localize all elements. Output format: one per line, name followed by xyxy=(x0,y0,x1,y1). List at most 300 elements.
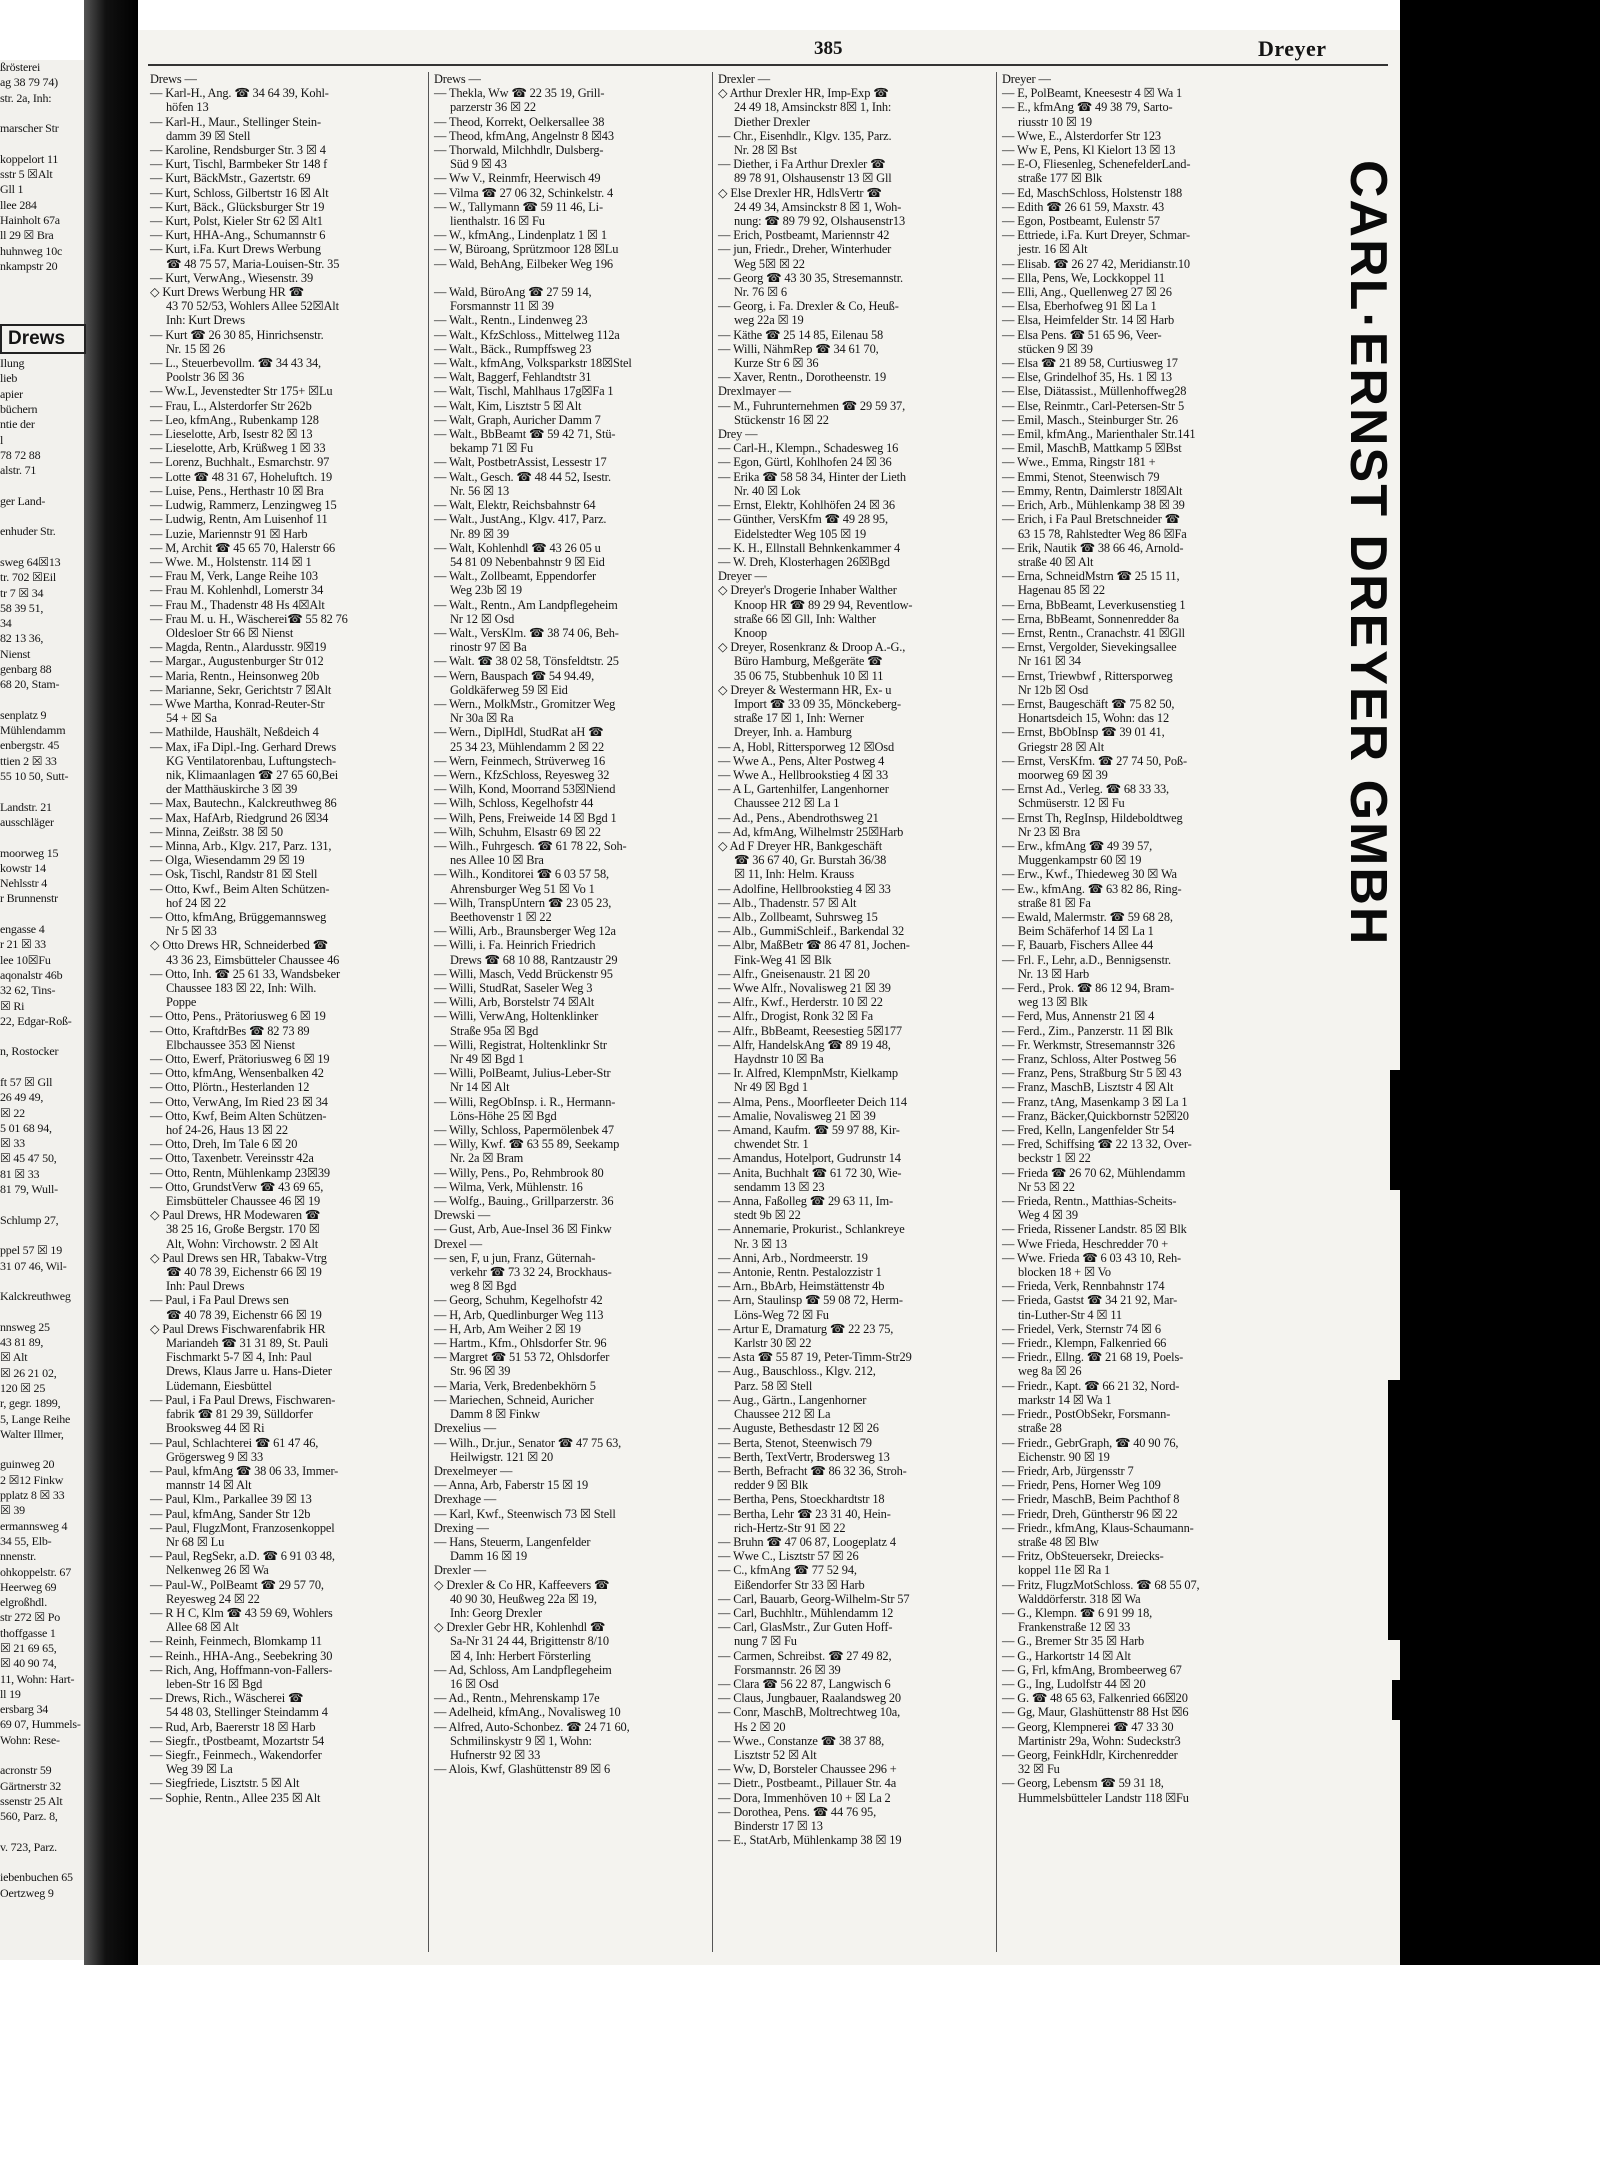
previous-page-line: ag 38 79 74) xyxy=(0,75,58,90)
directory-entry-line: Löns-Weg 72 ☒ Fu xyxy=(734,1307,829,1322)
directory-entry-line: Dreyer — xyxy=(1002,72,1051,86)
previous-page-fragment xyxy=(0,60,84,1960)
directory-entry-line: — G., Klempn. ☎ 6 91 99 18, xyxy=(1002,1605,1153,1620)
directory-entry-line: — Walt., VersKlm. ☎ 38 74 06, Beh- xyxy=(434,625,619,640)
directory-entry-line: ◇ Drexler Gebr HR, Kohlenhdl ☎ xyxy=(434,1620,606,1635)
directory-entry-line: — Bertha, Lehr ☎ 23 31 40, Hein- xyxy=(718,1506,891,1521)
directory-entry-line: — Friedr., Klempn, Falkenried 66 xyxy=(1002,1336,1167,1351)
directory-entry-line: — Alfr., Kwf., Herderstr. 10 ☒ 22 xyxy=(718,995,883,1010)
directory-entry-line: ☎ 40 78 39, Eichenstr 66 ☒ 19 xyxy=(166,1307,322,1322)
directory-entry-line: — Ad, Schloss, Am Landpflegeheim xyxy=(434,1662,612,1677)
directory-entry-line: — Ernst, Baugeschäft ☎ 75 82 50, xyxy=(1002,696,1175,711)
directory-entry-line: — Walt., Zollbeamt, Eppendorfer xyxy=(434,569,597,584)
previous-page-line xyxy=(0,509,84,524)
directory-column-3 xyxy=(718,72,990,1952)
directory-entry-line: — Max, iFa Dipl.-Ing. Gerhard Drews xyxy=(150,739,337,754)
directory-entry-line: — Ewald, Malermstr. ☎ 59 68 28, xyxy=(1002,909,1173,924)
directory-entry-line: Nr 14 ☒ Alt xyxy=(450,1080,510,1095)
directory-entry-line: — Frau M, Verk, Lange Reihe 103 xyxy=(150,569,318,584)
directory-entry-line: — Thorwald, Milchhdlr, Dulsberg- xyxy=(434,143,604,158)
previous-page-line xyxy=(0,784,84,799)
directory-entry-line: — Frau, L., Alsterdorfer Str 262b xyxy=(150,398,312,413)
directory-entry-line: Nr. 3 ☒ 13 xyxy=(734,1236,787,1251)
directory-entry-line: — Alfr., Drogist, Ronk 32 ☒ Fa xyxy=(718,1009,873,1024)
column-divider xyxy=(428,72,429,1952)
directory-entry-line: — Wern., MolkMstr., Gromitzer Weg xyxy=(434,696,616,711)
previous-page-line: n, Rostocker xyxy=(0,1044,59,1059)
directory-entry-line: Martinistr 29a, Wohn: Sudeckstr3 xyxy=(1018,1733,1181,1748)
directory-entry-line: — Adolfine, Hellbrookstieg 4 ☒ 33 xyxy=(718,881,891,896)
previous-page-line xyxy=(0,693,84,708)
directory-entry-line: — Antonie, Rentn. Pestalozzistr 1 xyxy=(718,1265,882,1280)
directory-entry-line: — Karl-H., Ang. ☎ 34 64 39, Kohl- xyxy=(150,86,329,101)
directory-entry-line: Inh: Georg Drexler xyxy=(450,1605,543,1620)
directory-entry-line: chwendet Str. 1 xyxy=(734,1137,809,1152)
directory-entry-line: — Wilh, TranspUntern ☎ 23 05 23, xyxy=(434,895,612,910)
directory-entry-line: Lüdemann, Eiesbüttel xyxy=(166,1378,272,1393)
directory-entry-line: — Walt., kfmAng, Volksparkstr 18☒Stel xyxy=(434,356,632,371)
directory-entry-line: 54 + ☒ Sa xyxy=(166,711,217,726)
directory-entry-line: Brooksweg 44 ☒ Ri xyxy=(166,1421,265,1436)
directory-entry-line: höfen 13 xyxy=(166,100,209,115)
directory-entry-line: — Friedr, Pens, Horner Weg 109 xyxy=(1002,1478,1161,1493)
previous-page-line: thoffgasse 1 xyxy=(0,1625,56,1640)
previous-page-line xyxy=(0,1442,84,1457)
directory-entry-line: — Thekla, Ww ☎ 22 35 19, Grill- xyxy=(434,86,605,101)
directory-entry-line: — L., Steuerbevollm. ☎ 34 43 34, xyxy=(150,356,322,371)
directory-entry-line: — M., Fuhrunternehmen ☎ 29 59 37, xyxy=(718,398,906,413)
directory-entry-line: Chaussee 183 ☒ 22, Inh: Wilh. xyxy=(166,981,317,995)
directory-entry-line: Beethovenstr 1 ☒ 22 xyxy=(450,909,552,924)
previous-page-line: 81 ☒ 33 xyxy=(0,1166,40,1181)
directory-entry-line: — Wern., DiplHdl, StudRat aH ☎ xyxy=(434,725,604,740)
directory-entry-line: — Willi, RegObInsp. i. R., Hermann- xyxy=(434,1094,616,1109)
directory-entry-line: ◇ Kurt Drews Werbung HR ☎ xyxy=(150,285,304,300)
directory-entry-line: — Ernst Th, RegInsp, Hildeboldtweg xyxy=(1002,810,1183,825)
directory-entry-line: — Alb., Zollbeamt, Suhrsweg 15 xyxy=(718,909,878,924)
previous-page-line: 11, Wohn: Hart- xyxy=(0,1671,75,1686)
column-divider xyxy=(712,72,713,1952)
directory-entry-line: ◇ Arthur Drexler HR, Imp-Exp ☎ xyxy=(718,86,889,101)
scan-margin-bottom xyxy=(0,1965,1600,2177)
directory-entry-line: koppel 11e ☒ Ra 1 xyxy=(1018,1563,1111,1578)
directory-entry-line: — Wwe C., Lisztstr 57 ☒ 26 xyxy=(718,1549,859,1564)
directory-entry-line: — E, PolBeamt, Kneesestr 4 ☒ Wa 1 xyxy=(1002,86,1183,101)
directory-entry-line: leben-Str 16 ☒ Bgd xyxy=(166,1676,263,1691)
directory-entry-line: Drews, Klaus Jarre u. Hans-Dieter xyxy=(166,1364,332,1379)
previous-page-line: ☒ 26 21 02, xyxy=(0,1365,57,1380)
directory-entry-line: 35 06 75, Stubbenhuk 10 ☒ 11 xyxy=(734,668,884,683)
directory-entry-line: — Maria, Verk, Bredenbekhörn 5 xyxy=(434,1378,596,1393)
directory-entry-line: — Emmy, Rentn, Daimlerstr 18☒Alt xyxy=(1002,483,1183,498)
directory-entry-line: — Ew., kfmAng. ☎ 63 82 86, Ring- xyxy=(1002,881,1182,896)
previous-page-line: 82 13 36, xyxy=(0,631,44,646)
directory-entry-line: — Willi, StudRat, Saseler Weg 3 xyxy=(434,981,593,995)
directory-entry-line: — E., StatArb, Mühlenkamp 38 ☒ 19 xyxy=(718,1833,902,1848)
previous-page-line: engasse 4 xyxy=(0,922,45,937)
directory-entry-line: — Annemarie, Prokurist., Schlankreye xyxy=(718,1222,905,1237)
directory-entry-line: Drews — xyxy=(434,72,481,86)
directory-entry-line: — Aug., Gärtn., Langenhorner xyxy=(718,1392,867,1407)
directory-entry-line: straße 28 xyxy=(1018,1421,1062,1436)
scan-edge xyxy=(1400,0,1600,2177)
directory-entry-line: — Xaver, Rentn., Dorotheenstr. 19 xyxy=(718,370,886,385)
scan-edge-mark xyxy=(1388,1380,1432,1640)
directory-entry-line: Hagenau 85 ☒ 22 xyxy=(1018,583,1105,598)
directory-entry-line: — Franz, Pens, Straßburg Str 5 ☒ 43 xyxy=(1002,1066,1182,1081)
directory-entry-line: Oldesloer Str 66 ☒ Nienst xyxy=(166,625,294,640)
directory-entry-line: Beim Schäferhof 14 ☒ La 1 xyxy=(1018,924,1154,939)
previous-page-line: Nehlsstr 4 xyxy=(0,876,47,891)
directory-entry-line: — Gg, Maur, Glashüttenstr 88 Hst ☒6 xyxy=(1002,1705,1189,1720)
directory-entry-line: — Wern, Bauspach ☎ 54 94.49, xyxy=(434,668,595,683)
directory-entry-line: 40 90 30, Heußweg 22a ☒ 19, xyxy=(450,1591,597,1606)
directory-entry-line: — Paul, i Fa Paul Drews, Fischwaren- xyxy=(150,1392,336,1407)
directory-entry-line: — Theod, kfmAng, Angelnstr 8 ☒43 xyxy=(434,128,614,143)
directory-entry-line: Drexelius — xyxy=(434,1421,497,1436)
previous-page-line: ppel 57 ☒ 19 xyxy=(0,1243,63,1258)
directory-entry-line: — Otto, Kwf, Beim Alten Schützen- xyxy=(150,1108,327,1123)
directory-entry-line: Eichenstr. 90 ☒ 19 xyxy=(1018,1449,1110,1464)
directory-entry-line: — Walt, Elektr, Reichsbahnstr 64 xyxy=(434,498,596,513)
directory-entry-line: — M, Archit ☎ 45 65 70, Halerstr 66 xyxy=(150,540,336,555)
directory-entry-line: — Frieda, Rentn., Matthias-Scheits- xyxy=(1002,1194,1177,1209)
previous-page-line: ☒ 21 69 65, xyxy=(0,1640,57,1655)
directory-entry-line: — Amandus, Hotelport, Gudrunstr 14 xyxy=(718,1151,901,1166)
directory-entry-line: bekamp 71 ☒ Fu xyxy=(450,441,534,456)
directory-entry-line: 32 ☒ Fu xyxy=(1018,1762,1060,1777)
directory-entry-line: — Friedr, Dreh, Güntherstr 96 ☒ 22 xyxy=(1002,1506,1178,1521)
previous-page-line: tr. 702 ☒Eil xyxy=(0,570,57,585)
directory-entry-line: straße 40 ☒ Alt xyxy=(1018,554,1094,569)
directory-entry-line: — Walt., Gesch. ☎ 48 44 52, Isestr. xyxy=(434,469,611,484)
directory-entry-line: — Lieselotte, Arb, Krüßweg 1 ☒ 33 xyxy=(150,441,326,456)
previous-page-line: llee 284 xyxy=(0,197,37,212)
directory-entry-line: Fink-Weg 41 ☒ Blk xyxy=(734,952,832,967)
previous-page-line: enhuder Str. xyxy=(0,524,56,539)
directory-entry-line: — Drews, Rich., Wäscherei ☎ xyxy=(150,1691,304,1706)
directory-entry-line: stedt 9b ☒ 22 xyxy=(734,1208,801,1223)
directory-entry-line: — Rud, Arb, Baererstr 18 ☒ Harb xyxy=(150,1719,316,1734)
directory-entry-line: — Wilh, Schloss, Kegelhofstr 44 xyxy=(434,796,594,811)
directory-entry-line: — Erich, Postbeamt, Mariennstr 42 xyxy=(718,228,890,243)
directory-entry-line: — Franz, tAng, Masenkamp 3 ☒ La 1 xyxy=(1002,1094,1188,1109)
directory-entry-line: — Alb., GummiSchleif., Barkendal 32 xyxy=(718,924,905,939)
column-divider xyxy=(996,72,997,1952)
directory-entry-line: — Kurt, Bäck., Glücksburger Str 19 xyxy=(150,199,325,214)
directory-entry-line: — Frieda, Verk, Rennbahnstr 174 xyxy=(1002,1279,1165,1294)
directory-entry-line: — Paul, kfmAng, Sander Str 12b xyxy=(150,1506,311,1521)
directory-entry-line: — Otto, GrundstVerw ☎ 43 69 65, xyxy=(150,1179,324,1194)
directory-entry-line: — Olga, Wiesendamm 29 ☒ 19 xyxy=(150,853,305,868)
directory-entry-line: — Maria, Rentn., Heinsonweg 20b xyxy=(150,668,320,683)
previous-page-line: ßrösterei xyxy=(0,60,41,74)
directory-entry-line: weg 13 ☒ Blk xyxy=(1018,995,1088,1010)
directory-entry-line: 54 48 03, Stellinger Steindamm 4 xyxy=(166,1705,328,1720)
previous-page-line xyxy=(0,106,84,121)
directory-entry-line: — W. Dreh, Klosterhagen 26☒Bgd xyxy=(718,554,890,569)
previous-page-line xyxy=(0,1197,84,1212)
previous-page-line xyxy=(0,1748,84,1763)
directory-entry-line: Nr 12 ☒ Osd xyxy=(450,611,515,626)
directory-entry-line: — Otto, Kwf., Beim Alten Schützen- xyxy=(150,881,330,896)
directory-entry-line: — Ed, MaschSchloss, Holstenstr 188 xyxy=(1002,185,1183,200)
directory-entry-line: — Walt, Baggerf, Fehlandtstr 31 xyxy=(434,370,592,385)
directory-entry-line: — Georg, Lebensm ☎ 59 31 18, xyxy=(1002,1776,1164,1791)
directory-entry-line: — Friedel, Verk, Sternstr 74 ☒ 6 xyxy=(1002,1321,1161,1336)
directory-entry-line: — Frieda, Gastst ☎ 34 21 92, Mar- xyxy=(1002,1293,1178,1308)
previous-page-line: ttien 2 ☒ 33 xyxy=(0,753,57,768)
directory-entry-line: Eißendorfer Str 33 ☒ Harb xyxy=(734,1577,865,1592)
directory-entry-line: Nr 12b ☒ Osd xyxy=(1018,682,1089,697)
directory-entry-line: — Alfr, HandelskAng ☎ 89 19 48, xyxy=(718,1037,891,1052)
previous-page-line: nnsweg 25 xyxy=(0,1319,50,1334)
directory-entry-line: nung 7 ☒ Fu xyxy=(734,1634,797,1649)
directory-entry-line: — Albr, MaßBetr ☎ 86 47 81, Jochen- xyxy=(718,938,910,953)
directory-entry-line: — Else, Reinmtr., Carl-Petersen-Str 5 xyxy=(1002,398,1184,413)
directory-entry-line: mannstr 14 ☒ Alt xyxy=(166,1478,252,1493)
previous-page-line: r 21 ☒ 33 xyxy=(0,937,46,952)
previous-page-line: str 272 ☒ Po xyxy=(0,1610,61,1625)
directory-entry-line: 43 70 52/53, Wohlers Allee 52☒Alt xyxy=(166,299,339,314)
directory-entry-line: Parz. 58 ☒ Stell xyxy=(734,1378,813,1393)
directory-entry-line: Allee 68 ☒ Alt xyxy=(166,1620,239,1635)
directory-entry-line: — Hans, Steuerm, Langenfelder xyxy=(434,1534,591,1549)
directory-entry-line: Weg 4 ☒ 39 xyxy=(1018,1208,1078,1223)
previous-page-line: Kalckreuthweg xyxy=(0,1289,71,1304)
directory-entry-line: ◇ Drexler & Co HR, Kaffeevers ☎ xyxy=(434,1577,610,1592)
directory-entry-line: — Erik, Nautik ☎ 38 66 46, Arnold- xyxy=(1002,540,1184,555)
directory-entry-line: — K. H., Ellnstall Behnkenkammer 4 xyxy=(718,540,901,555)
directory-entry-line: Damm 16 ☒ 19 xyxy=(450,1549,528,1564)
previous-page-line: büchern xyxy=(0,401,38,416)
directory-entry-line: ◇ Else Drexler HR, HdlsVertr ☎ xyxy=(718,185,882,200)
directory-entry-line: — Siegfr., tPostbeamt, Mozartstr 54 xyxy=(150,1733,325,1748)
directory-entry-line: Damm 8 ☒ Finkw xyxy=(450,1407,540,1422)
directory-entry-line: — Lorenz, Buchhalt., Esmarchstr. 97 xyxy=(150,455,330,470)
directory-entry-line: Drexler — xyxy=(434,1563,486,1578)
directory-entry-line: — Gust, Arb, Aue-Insel 36 ☒ Finkw xyxy=(434,1222,612,1237)
previous-page-line: ☒ Alt xyxy=(0,1350,28,1365)
directory-entry-line: beckstr 1 ☒ 22 xyxy=(1018,1151,1091,1166)
directory-entry-line: — Anna, Faßolleg ☎ 29 63 11, Im- xyxy=(718,1194,894,1209)
directory-entry-line: — Artur E, Dramaturg ☎ 22 23 75, xyxy=(718,1321,894,1336)
directory-entry-line: — Elli, Ang., Quellenweg 27 ☒ 26 xyxy=(1002,285,1172,300)
directory-entry-line: — Willy, Schloss, Papermölenbek 47 xyxy=(434,1123,614,1138)
directory-entry-line: — Otto, Ewerf, Prätoriusweg 6 ☒ 19 xyxy=(150,1052,330,1067)
directory-entry-line: — Berth, TextVertr, Brodersweg 13 xyxy=(718,1449,890,1464)
directory-entry-line: Drexlmayer — xyxy=(718,384,791,399)
directory-entry-line: — Otto, kfmAng, Wensenbalken 42 xyxy=(150,1066,324,1081)
directory-column-2 xyxy=(434,72,706,1952)
directory-entry-line: — E-O, Fliesenleg, SchenefelderLand- xyxy=(1002,157,1191,172)
directory-entry-line: — Franz, Schloss, Alter Postweg 56 xyxy=(1002,1052,1177,1067)
directory-entry-line: — Wwe A., Hellbrookstieg 4 ☒ 33 xyxy=(718,767,889,782)
directory-entry-line: — Carmen, Schreibst. ☎ 27 49 82, xyxy=(718,1648,892,1663)
previous-page-line xyxy=(0,478,84,493)
directory-entry-line: — Wilma, Verk, Mühlenstr. 16 xyxy=(434,1179,583,1194)
previous-page-line: 560, Parz. 8, xyxy=(0,1809,58,1824)
directory-entry-line: — Amalie, Novalisweg 21 ☒ 39 xyxy=(718,1108,876,1123)
directory-entry-line: — Elsa Pens. ☎ 51 65 96, Veer- xyxy=(1002,327,1162,342)
directory-entry-line: Nr. 40 ☒ Lok xyxy=(734,483,801,498)
previous-page-line: Oertzweg 9 xyxy=(0,1885,54,1900)
directory-entry-line: — Willi, NähmRep ☎ 34 61 70, xyxy=(718,341,879,356)
previous-page-line: lieb xyxy=(0,371,18,386)
directory-entry-line: ☒ 4, Inh: Herbert Försterling xyxy=(450,1648,591,1663)
directory-entry-line: — Fred, Kelln, Langenfelder Str 54 xyxy=(1002,1123,1175,1138)
previous-page-line: aqonalstr 46b xyxy=(0,967,63,982)
previous-page-line: tr 7 ☒ 34 xyxy=(0,585,44,600)
previous-page-line: ermannsweg 4 xyxy=(0,1518,68,1533)
previous-page-line: 34 xyxy=(0,616,12,631)
directory-entry-line: — Walt., Rentn., Am Landpflegeheim xyxy=(434,597,618,612)
directory-entry-line: Mariandeh ☎ 31 31 89, St. Pauli xyxy=(166,1336,329,1351)
directory-entry-line: — Erw., Kwf., Thiedeweg 30 ☒ Wa xyxy=(1002,867,1177,882)
directory-entry-line: — Mariechen, Schneid, Auricher xyxy=(434,1392,594,1407)
previous-page-heading: Drews xyxy=(0,324,86,354)
directory-entry-line: sendamm 13 ☒ 23 xyxy=(734,1179,825,1194)
directory-entry-line: — Asta ☎ 55 87 19, Peter-Timm-Str29 xyxy=(718,1350,912,1365)
directory-entry-line: — Georg, Schuhm, Kegelhofstr 42 xyxy=(434,1293,603,1308)
directory-entry-line: — Ettriede, i.Fa. Kurt Dreyer, Schmar- xyxy=(1002,228,1190,243)
scan-gutter xyxy=(84,0,138,2177)
directory-entry-line: — W., kfmAng., Lindenplatz 1 ☒ 1 xyxy=(434,228,607,243)
directory-entry-line: — Paul, kfmAng ☎ 38 06 33, Immer- xyxy=(150,1463,339,1478)
directory-entry-line: — Ww.L, Jevenstedter Str 175+ ☒Lu xyxy=(150,384,333,399)
previous-page-line: 22, Edgar-Roß- xyxy=(0,1013,72,1028)
previous-page-line: 5, Lange Reihe xyxy=(0,1411,71,1426)
directory-entry-line: — Otto, Taxenbetr. Vereinsstr 42a xyxy=(150,1151,314,1166)
scan-edge-mark xyxy=(1392,1680,1432,1720)
directory-entry-line: — Kurt, i.Fa. Kurt Drews Werbung xyxy=(150,242,321,257)
directory-entry-line: — Ad., Rentn., Mehrenskamp 17e xyxy=(434,1691,600,1706)
directory-entry-line xyxy=(434,271,706,285)
directory-entry-line: 16 ☒ Osd xyxy=(450,1676,499,1691)
previous-page-line: elgroßhdl. xyxy=(0,1595,47,1610)
directory-entry-line: Fischmarkt 5-7 ☒ 4, Inh: Paul xyxy=(166,1350,312,1365)
directory-entry-line: straße 17 ☒ 1, Inh: Werner xyxy=(734,711,864,726)
directory-entry-line: verkehr ☎ 73 32 24, Brockhaus- xyxy=(450,1265,612,1280)
directory-entry-line: Grögersweg 9 ☒ 33 xyxy=(166,1449,263,1464)
directory-entry-line: — Erich, i Fa Paul Bretschneider ☎ xyxy=(1002,512,1180,527)
directory-entry-line: — Ww E, Pens, Kl Kielort 13 ☒ 13 xyxy=(1002,143,1176,158)
directory-entry-line: — Aug., Bauschloss., Klgv. 212, xyxy=(718,1364,876,1379)
previous-page-line: Hainholt 67a xyxy=(0,212,60,227)
previous-page-line: senplatz 9 xyxy=(0,707,47,722)
directory-entry-line: — Berth, Befracht ☎ 86 32 36, Stroh- xyxy=(718,1463,907,1478)
directory-entry-line: — Wwe Frieda, Heschredder 70 + xyxy=(1002,1236,1169,1251)
directory-entry-line: — Friedr., PostObSekr, Forsmann- xyxy=(1002,1407,1171,1422)
directory-entry-line: — Fritz, FlugzMotSchloss. ☎ 68 55 07, xyxy=(1002,1577,1200,1592)
directory-entry-line: — Max, HafArb, Riedgrund 26 ☒34 xyxy=(150,810,329,825)
directory-entry-line: — Willi, Registrat, Holtenklinkr Str xyxy=(434,1037,607,1052)
previous-page-line: Wohn: Rese- xyxy=(0,1732,60,1747)
directory-entry-line: Dreyer, Inh. a. Hamburg xyxy=(734,725,852,740)
directory-entry-line: nes Allee 10 ☒ Bra xyxy=(450,853,544,868)
directory-entry-line: — Chr., Eisenhdlr., Klgv. 135, Parz. xyxy=(718,128,892,143)
directory-entry-line: — Elsa ☎ 21 89 58, Curtiusweg 17 xyxy=(1002,356,1178,371)
directory-entry-line: ☎ 48 75 57, Maria-Louisen-Str. 35 xyxy=(166,256,340,271)
directory-entry-line: — Alb., Thadenstr. 57 ☒ Alt xyxy=(718,895,857,910)
directory-entry-line: Kurze Str 6 ☒ 36 xyxy=(734,356,819,371)
directory-entry-line: — Siegfriede, Lisztstr. 5 ☒ Alt xyxy=(150,1776,300,1791)
directory-entry-line: Lisztstr 52 ☒ Alt xyxy=(734,1747,817,1762)
directory-entry-line: — Frau M., Thadenstr 48 Hs 4☒Alt xyxy=(150,597,325,612)
directory-entry-line: Heilwigstr. 121 ☒ 20 xyxy=(450,1449,554,1464)
directory-entry-line: Knoop xyxy=(734,625,767,640)
directory-entry-line: Eimsbütteler Chaussee 46 ☒ 19 xyxy=(166,1194,321,1209)
previous-page-line: koppelort 11 xyxy=(0,151,59,166)
directory-entry-line: — Luise, Pens., Herthastr 10 ☒ Bra xyxy=(150,483,324,498)
directory-entry-line: — G. ☎ 48 65 63, Falkenried 66☒20 xyxy=(1002,1691,1188,1706)
previous-page-lines xyxy=(0,60,84,1901)
directory-entry-line: — A, Hobl, Rittersporweg 12 ☒Osd xyxy=(718,739,894,754)
directory-entry-line: 25 34 23, Mühlendamm 2 ☒ 22 xyxy=(450,739,605,754)
directory-entry-line: — Walt, Kim, Lisztstr 5 ☒ Alt xyxy=(434,398,582,413)
directory-entry-line: — Günther, VersKfm ☎ 49 28 95, xyxy=(718,512,888,527)
previous-page-line: 81 79, Wull- xyxy=(0,1182,58,1197)
previous-page-line: ausschläger xyxy=(0,814,54,829)
directory-entry-line: — jun, Friedr., Dreher, Winterhuder xyxy=(718,242,892,257)
directory-entry-line: Schmüserstr. 12 ☒ Fu xyxy=(1018,796,1125,811)
directory-entry-line: Nr 53 ☒ 22 xyxy=(1018,1179,1075,1194)
directory-entry-line: — Elsa, Heimfelder Str. 14 ☒ Harb xyxy=(1002,313,1175,328)
directory-entry-line: Import ☎ 33 09 35, Mönckeberg- xyxy=(734,696,901,711)
directory-entry-line: — Willi, Arb., Braunsberger Weg 12a xyxy=(434,924,616,939)
directory-entry-line: — Erika ☎ 58 58 34, Hinter der Lieth xyxy=(718,469,906,484)
previous-page-line: Schlump 27, xyxy=(0,1212,59,1227)
previous-page-line xyxy=(0,305,84,320)
previous-page-line: r Brunnenstr xyxy=(0,891,58,906)
directory-entry-line: — Magda, Rentn., Alardusstr. 9☒19 xyxy=(150,640,327,655)
directory-entry-line: — Otto, Plörtn., Hesterlanden 12 xyxy=(150,1080,310,1095)
directory-entry-line: — Carl, GlasMstr., Zur Guten Hoff- xyxy=(718,1620,893,1635)
directory-entry-line: — Otto, kfmAng, Brüggemannsweg xyxy=(150,909,327,924)
previous-page-line: nnenstr. xyxy=(0,1549,37,1564)
directory-entry-line: — Theod, Korrekt, Oelkersallee 38 xyxy=(434,114,605,129)
directory-entry-line: redder 9 ☒ Blk xyxy=(734,1478,809,1493)
directory-entry-line: Drey — xyxy=(718,427,758,442)
directory-entry-line: — Erich, Arb., Mühlenkamp 38 ☒ 39 xyxy=(1002,498,1185,513)
directory-entry-line: — Wwe. Frieda ☎ 6 03 43 10, Reh- xyxy=(1002,1250,1182,1265)
directory-entry-line: damm 39 ☒ Stell xyxy=(166,128,251,143)
directory-column-1 xyxy=(150,72,422,1952)
directory-entry-line: — Ludwig, Rentn, Am Luisenhof 11 xyxy=(150,512,328,527)
previous-page-line: ft 57 ☒ Gll xyxy=(0,1075,53,1089)
directory-entry-line: — Otto, Pens., Prätoriusweg 6 ☒ 19 xyxy=(150,1009,326,1024)
directory-entry-line: 43 36 23, Eimsbütteler Chaussee 46 xyxy=(166,952,340,967)
previous-page-line: Landstr. 21 xyxy=(0,799,52,814)
previous-page-line xyxy=(0,907,84,922)
directory-entry-line: — Walt., KfzSchloss., Mittelweg 112a xyxy=(434,327,620,342)
directory-entry-line: moorweg 69 ☒ 39 xyxy=(1018,767,1108,782)
directory-entry-line: Nr 5 ☒ 33 xyxy=(166,924,217,939)
previous-page-line: ☒ Ri xyxy=(0,998,25,1013)
directory-entry-line: — Wern., KfzSchloss, Reyesweg 32 xyxy=(434,767,610,782)
previous-page-line: sweg 64☒13 xyxy=(0,554,61,569)
directory-entry-line: — Frl. F., Lehr, a.D., Bennigsenstr. xyxy=(1002,952,1171,967)
directory-entry-line: — Margret ☎ 51 53 72, Ohlsdorfer xyxy=(434,1350,610,1365)
directory-entry-line: — Mathilde, Haushält, Neßdeich 4 xyxy=(150,725,319,740)
directory-entry-line: ◇ Otto Drews HR, Schneiderbed ☎ xyxy=(150,938,328,953)
directory-entry-line: — Reinh, Feinmech, Blomkamp 11 xyxy=(150,1634,322,1649)
previous-page-line xyxy=(0,136,84,151)
directory-entry-line: — Lotte ☎ 48 31 67, Hoheluftch. 19 xyxy=(150,469,333,484)
directory-entry-line: hof 24-26, Haus 13 ☒ 22 xyxy=(166,1123,288,1138)
previous-page-line xyxy=(0,274,84,289)
directory-entry-line: — Walt., Bäck., Rumpffsweg 23 xyxy=(434,341,592,356)
